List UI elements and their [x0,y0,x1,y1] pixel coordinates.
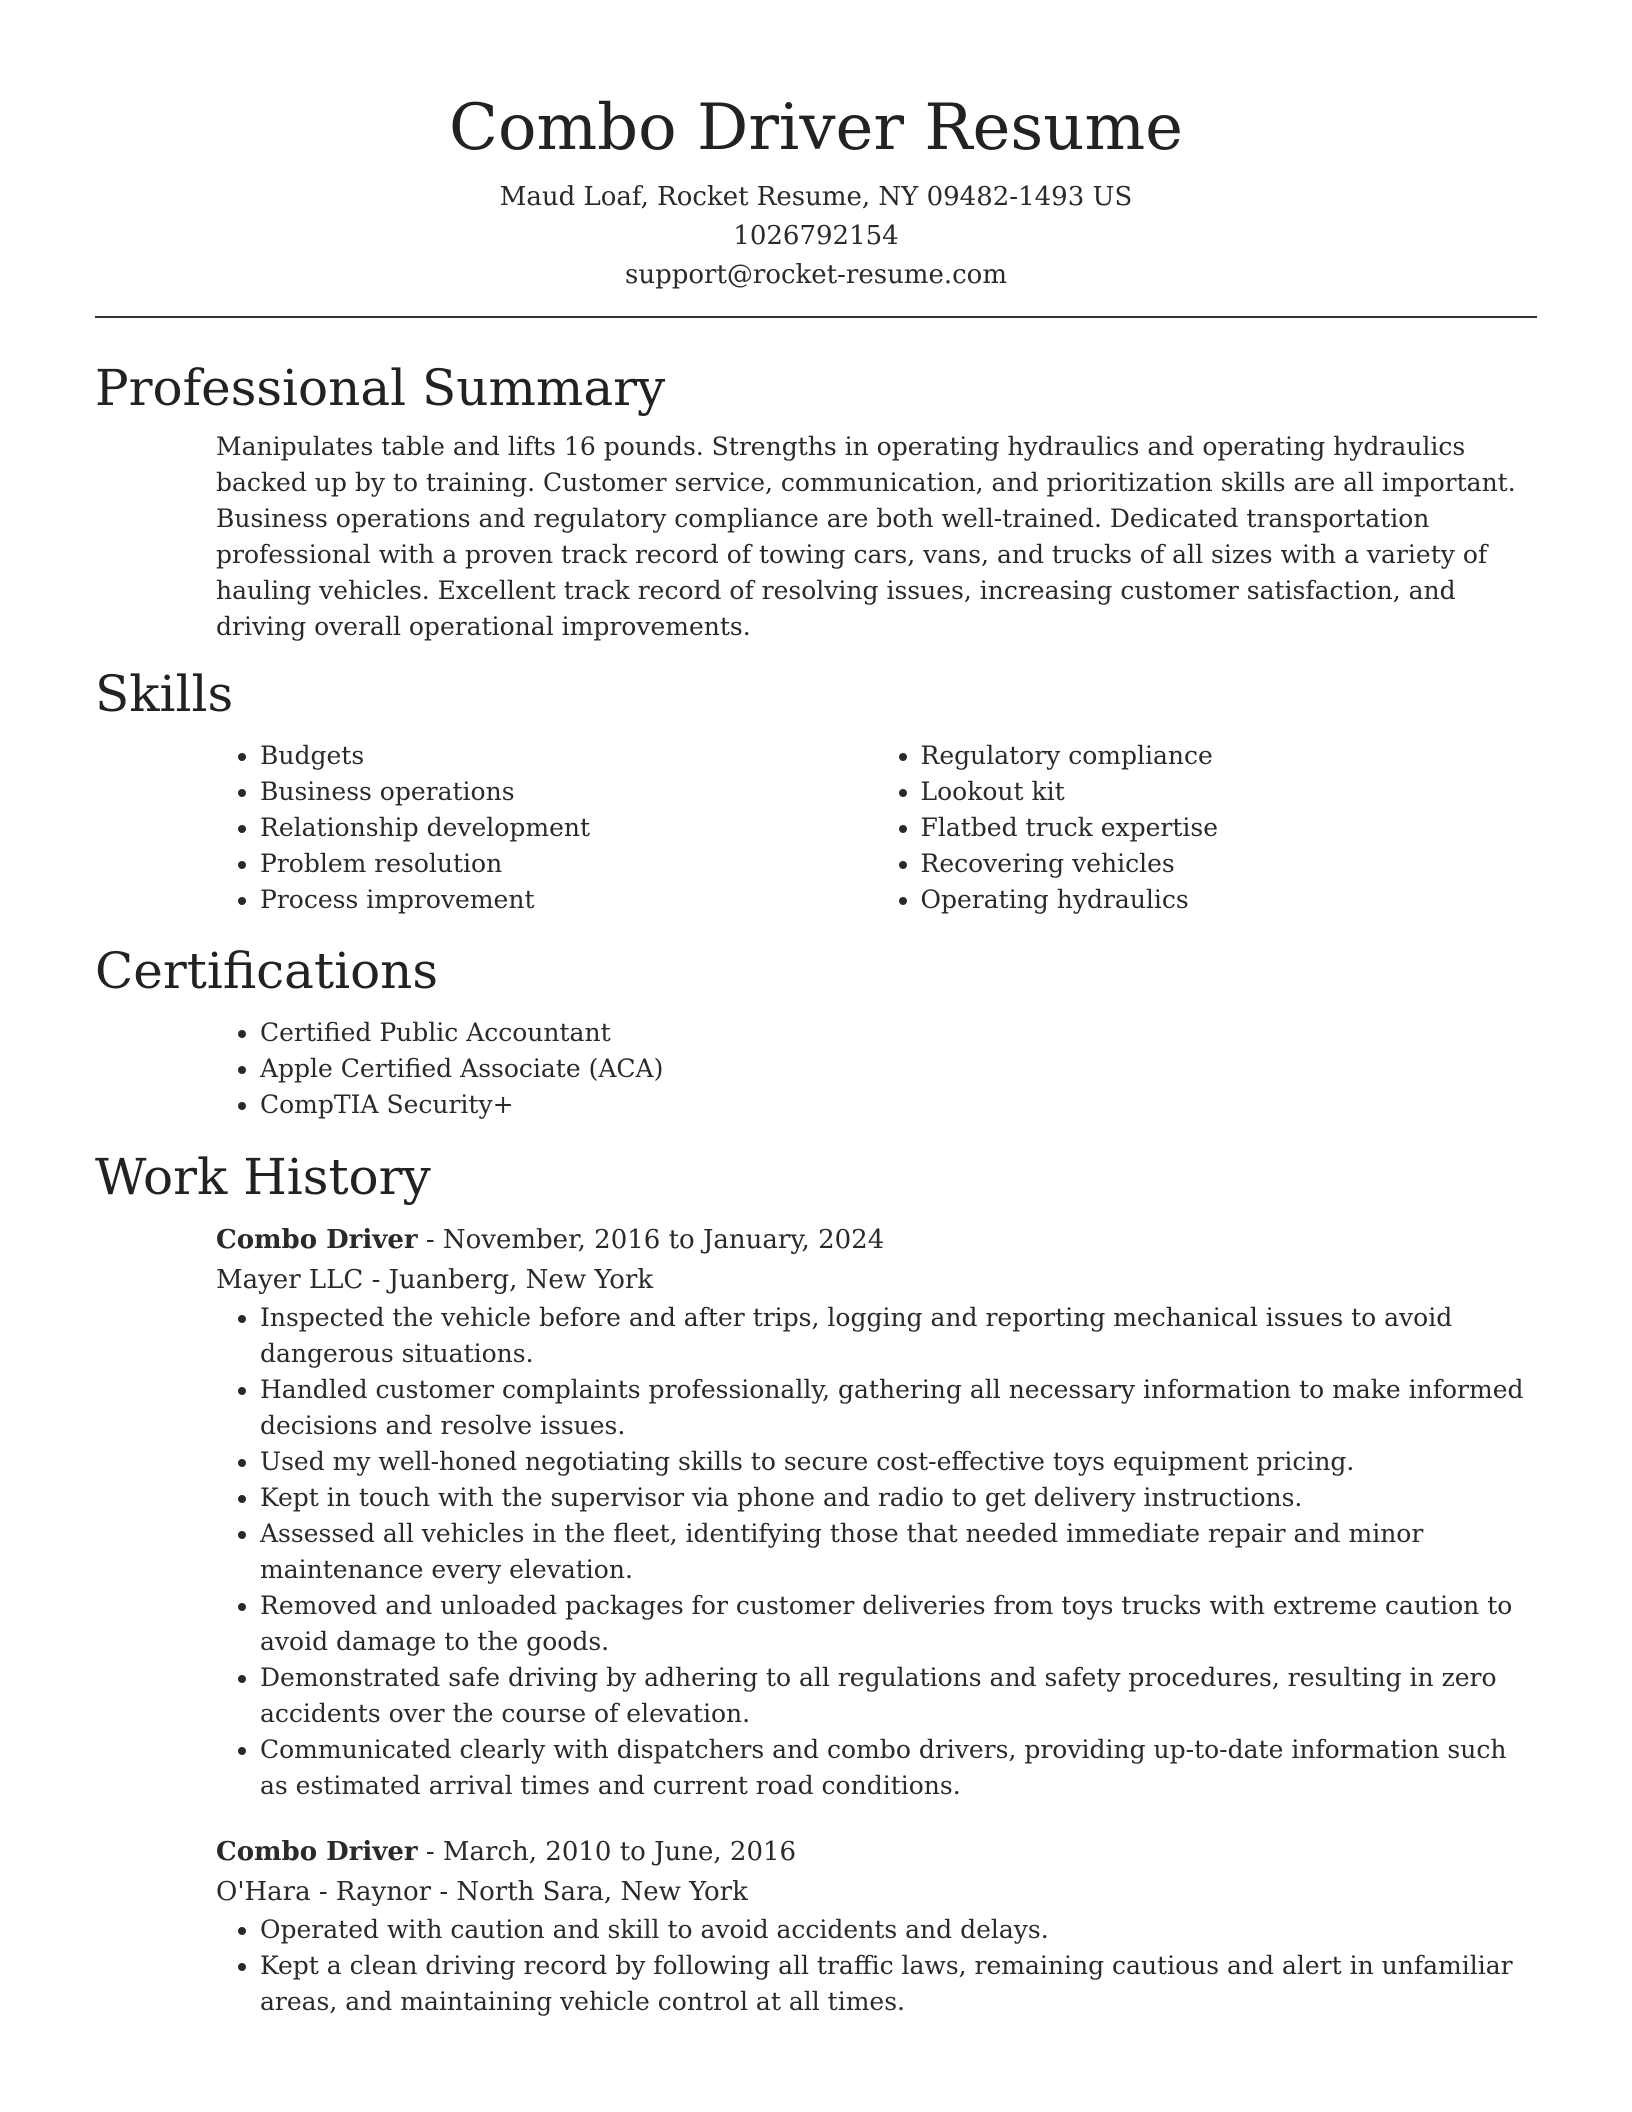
job-duty: • Kept in touch with the supervisor via phone and radio to get delivery instructions. [260,1480,1537,1516]
certifications-section [95,941,1537,1123]
job-duty: • Inspected the vehicle before and after trips, logging and reporting mechanical issues to avoid dangerous situations. [260,1300,1537,1372]
job-duty: • Communicated clearly with dispatchers and combo drivers, providing up-to-date information such as estimated arrival times and current road conditions. [260,1732,1537,1804]
job-entry [216,1832,1537,2020]
skill-item: • Recovering vehicles [921,846,1538,882]
job-duty: • Operated with caution and skill to avoid accidents and delays. [260,1912,1537,1948]
skill-item: • Operating hydraulics [921,882,1538,918]
certification-item: • Apple Certified Associate (ACA) [260,1051,1537,1087]
skill-item: • Lookout kit [921,774,1538,810]
job-duty: • Removed and unloaded packages for customer deliveries from toys trucks with extreme caution to avoid damage to the goods. [260,1588,1537,1660]
skills-list-left [216,738,877,918]
skills-grid [216,738,1537,918]
job-dates: - November, 2016 to January, 2024 [417,1225,885,1255]
job-company: Mayer LLC - Juanberg, New York [216,1265,654,1295]
job-dates: - March, 2010 to June, 2016 [417,1837,797,1867]
certifications-heading: Certifications [95,942,439,1000]
certification-item: • CompTIA Security+ [260,1087,1537,1123]
work-history-section [95,1147,1537,2020]
contact-address: Maud Loaf, Rocket Resume, NY 09482-1493 US [499,182,1133,212]
job-duty: • Assessed all vehicles in the fleet, identifying those that needed immediate repair and minor maintenance every elevation. [260,1516,1537,1588]
certification-item: • Certified Public Accountant [260,1015,1537,1051]
job-title: Combo Driver [216,1225,418,1255]
job-title: Combo Driver [216,1837,418,1867]
skills-list-right [877,738,1538,918]
job-duties-list [216,1912,1537,2020]
job-entry [216,1220,1537,1804]
contact-block [95,178,1537,295]
job-company: O'Hara - Raynor - North Sara, New York [216,1877,748,1907]
summary-body [216,429,1537,645]
contact-phone: 1026792154 [733,221,899,251]
skill-item: • Problem resolution [260,846,877,882]
certifications-body [216,1015,1537,1123]
resume-title: Combo Driver Resume [448,91,1184,165]
work-history-heading: Work History [95,1148,431,1206]
job-title-line [216,1832,1537,1872]
job-duty: • Used my well-honed negotiating skills to secure cost-effective toys equipment pricing. [260,1444,1537,1480]
skill-item: • Process improvement [260,882,877,918]
summary-text: Manipulates table and lifts 16 pounds. Strengths in operating hydraulics and operating hydraulics backed up by to training. Customer service, communication, and prioritization skills are all important. Business operations and regulatory compliance are both well-trained. Dedicated transportation professional with a proven track record of towing cars, vans, and trucks of all sizes with a variety of hauling vehicles. Excellent track record of resolving issues, increasing customer satisfaction, and driving overall operational improvements. [216,432,1516,641]
skill-item: • Relationship development [260,810,877,846]
certifications-list [216,1015,1537,1123]
skill-item: • Budgets [260,738,877,774]
resume-header [95,0,1537,295]
resume-page [95,0,1537,2020]
skill-item: • Regulatory compliance [921,738,1538,774]
skill-item: • Business operations [260,774,877,810]
job-duties-list [216,1300,1537,1804]
job-duty: • Demonstrated safe driving by adhering to all regulations and safety procedures, resulting in zero accidents over the course of elevation. [260,1660,1537,1732]
skills-heading: Skills [95,665,234,723]
contact-email: support@rocket-resume.com [624,260,1007,290]
summary-heading: Professional Summary [95,359,666,417]
job-duty: • Kept a clean driving record by following all traffic laws, remaining cautious and alert in unfamiliar areas, and maintaining vehicle control at all times. [260,1948,1537,2020]
skills-section [95,664,1537,918]
job-title-line [216,1220,1537,1260]
skill-item: • Flatbed truck expertise [921,810,1538,846]
header-divider [95,316,1537,318]
summary-section [95,358,1537,645]
job-duty: • Handled customer complaints professionally, gathering all necessary information to make informed decisions and resolve issues. [260,1372,1537,1444]
